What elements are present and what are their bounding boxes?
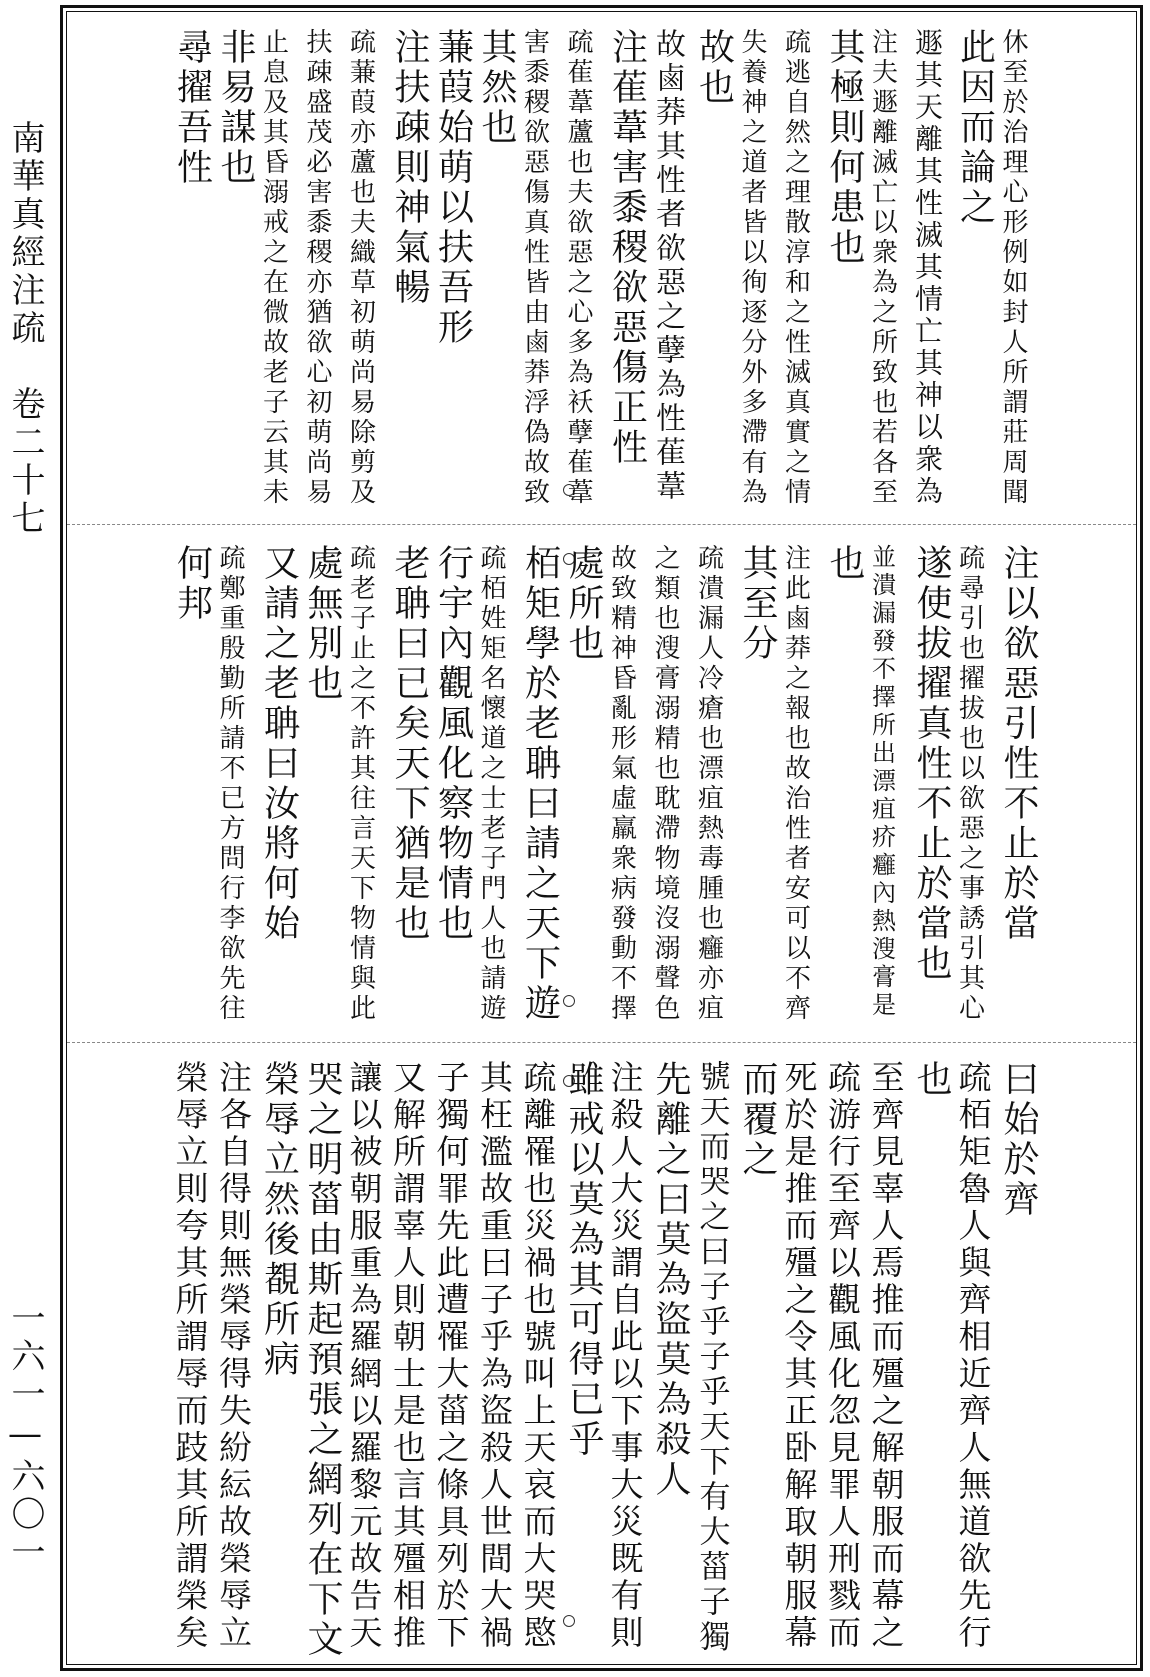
text-column: 疏逃自然之理散淳和之性滅真實之情 <box>780 28 811 508</box>
text-column: 疏潰漏人冷瘡也漂疽熱毒腫也癰亦疽 <box>693 544 724 1024</box>
text-column: 疏蒹葭亦蘆也夫織草初萌尚易除剪及 <box>345 28 376 508</box>
text-column: 處所也 <box>563 544 604 664</box>
text-column: 先離之曰莫為盜莫為殺人 <box>650 1060 691 1500</box>
text-column: 也 <box>824 544 865 584</box>
text-column: 至齊見辜人焉推而殭之解朝服而幕之 <box>866 1060 906 1652</box>
text-column: 蒹葭始萌以扶吾形 <box>432 28 474 348</box>
text-column: 注扶疎則神氣暢 <box>389 28 430 308</box>
text-column: 榮辱立則夸其所謂辱而跂其所謂榮矣 <box>170 1060 210 1652</box>
text-column: 疏離罹也災禍也號叫上天哀而大哭愍 <box>518 1060 558 1652</box>
text-column: 之類也溲膏溺精也耽滯物境沒溺聲色 <box>650 544 680 1024</box>
text-column: 疏游行至齊以觀風化忽見罪人刑戮而 <box>823 1060 862 1652</box>
text-column: 故也 <box>693 28 735 108</box>
text-column: 疏栢矩魯人與齊相近齊人無道欲先行 <box>953 1060 993 1652</box>
text-column: 失養神之道者皆以徇逐分外多滯有為 <box>737 28 767 508</box>
text-column: 疏鄭重殷勤所請不已方問行李欲先往 <box>215 544 245 1024</box>
text-column: 行宇內觀風化察物情也 <box>432 544 474 944</box>
text-column: 並潰漏發不擇所出漂疽疥癰內熱溲膏是 <box>867 544 896 1020</box>
text-column: 遂使拔擢真性不止於當也 <box>911 544 952 984</box>
text-column: 注殺人大災謂自此以下事大災既有則 <box>605 1060 645 1652</box>
text-column: 疏栢姓矩名懷道之士老子門人也請遊 <box>476 544 506 1024</box>
text-column: 其然也 <box>476 28 517 148</box>
text-column: 曰始於齊 <box>998 1060 1039 1220</box>
text-column: 子獨何罪先此遭罹大菑之條具列於下 <box>431 1060 471 1652</box>
text-column: 又解所謂辜人則朝士是也言其殭相推 <box>388 1060 427 1652</box>
right-margin-page-number: 一六一—六〇一 <box>5 1300 45 1572</box>
text-column: 何邦 <box>171 544 213 624</box>
text-column: 遯其天離其性滅其情亡其神以衆為 <box>911 28 944 508</box>
text-column: 榮辱立然後覩所病 <box>258 1060 300 1380</box>
text-column: 非易謀也 <box>215 28 256 188</box>
text-column: 故致精神昏亂形氣虛羸衆病發動不擇 <box>606 544 637 1024</box>
text-column: 其至分 <box>737 544 778 664</box>
text-column: 注萑葦害黍稷欲惡傷正性 <box>606 28 648 468</box>
text-column: 哭之明菑由斯起預張之網列在下文 <box>302 1060 343 1660</box>
circle-mark <box>563 1615 575 1627</box>
text-column: 止息及其昏溺戒之在微故老子云其未 <box>258 28 289 508</box>
text-column: 老聃曰已矣天下猶是也 <box>389 544 430 944</box>
text-column: 注此鹵莽之報也故治性者安可以不齊 <box>780 544 811 1024</box>
text-column: 注夫遯離滅亡以衆為之所致也若各至 <box>867 28 898 508</box>
text-column: 也 <box>911 1060 952 1100</box>
text-column: 其枉濫故重曰子乎為盜殺人世間大禍 <box>475 1060 514 1652</box>
text-column: 尋擢吾性 <box>171 28 213 188</box>
text-column: 號天而哭之曰子乎子乎天下有大菑子獨 <box>693 1060 730 1655</box>
text-column: 處無別也 <box>302 544 343 704</box>
left-margin-title: 南華真經注疏 卷二十七 <box>5 120 45 538</box>
text-column: 疏尋引也擢拔也以欲惡之事誘引其心 <box>954 544 985 1024</box>
text-column: 栢矩學於老聃曰請之天下遊 <box>519 544 561 1024</box>
text-column: 疏老子止之不許其往言天下物情與此 <box>345 544 376 1024</box>
text-column: 雖戒以莫為其可得已乎 <box>563 1060 604 1460</box>
text-column: 疏萑葦蘆也夫欲惡之心多為袄孽萑葦 <box>563 28 593 508</box>
text-column: 此因而論之 <box>954 28 996 228</box>
text-column: 死於是推而殭之令其正卧解取朝服幕 <box>779 1060 819 1652</box>
text-column: 讓以被朝服重為羅網以羅黎元故告天 <box>344 1060 384 1652</box>
text-column: 其極則何患也 <box>824 28 865 268</box>
text-column: 故鹵莽其性者欲惡之孽為性萑葦 <box>650 28 685 504</box>
text-column: 又請之老聃曰汝將何始 <box>258 544 300 944</box>
circle-mark <box>563 995 575 1007</box>
text-column: 注各自得則無榮辱得失紛紜故榮辱立 <box>214 1060 253 1652</box>
text-column: 扶疎盛茂必害黍稷亦猶欲心初萌尚易 <box>302 28 332 508</box>
text-column: 害黍稷欲惡傷真性皆由鹵莽浮偽故致 <box>519 28 550 508</box>
text-column: 而覆之 <box>737 1060 778 1180</box>
text-column: 休至於治理心形例如封人所謂莊周聞 <box>998 28 1028 508</box>
text-column: 注以欲惡引性不止於當 <box>998 544 1039 944</box>
